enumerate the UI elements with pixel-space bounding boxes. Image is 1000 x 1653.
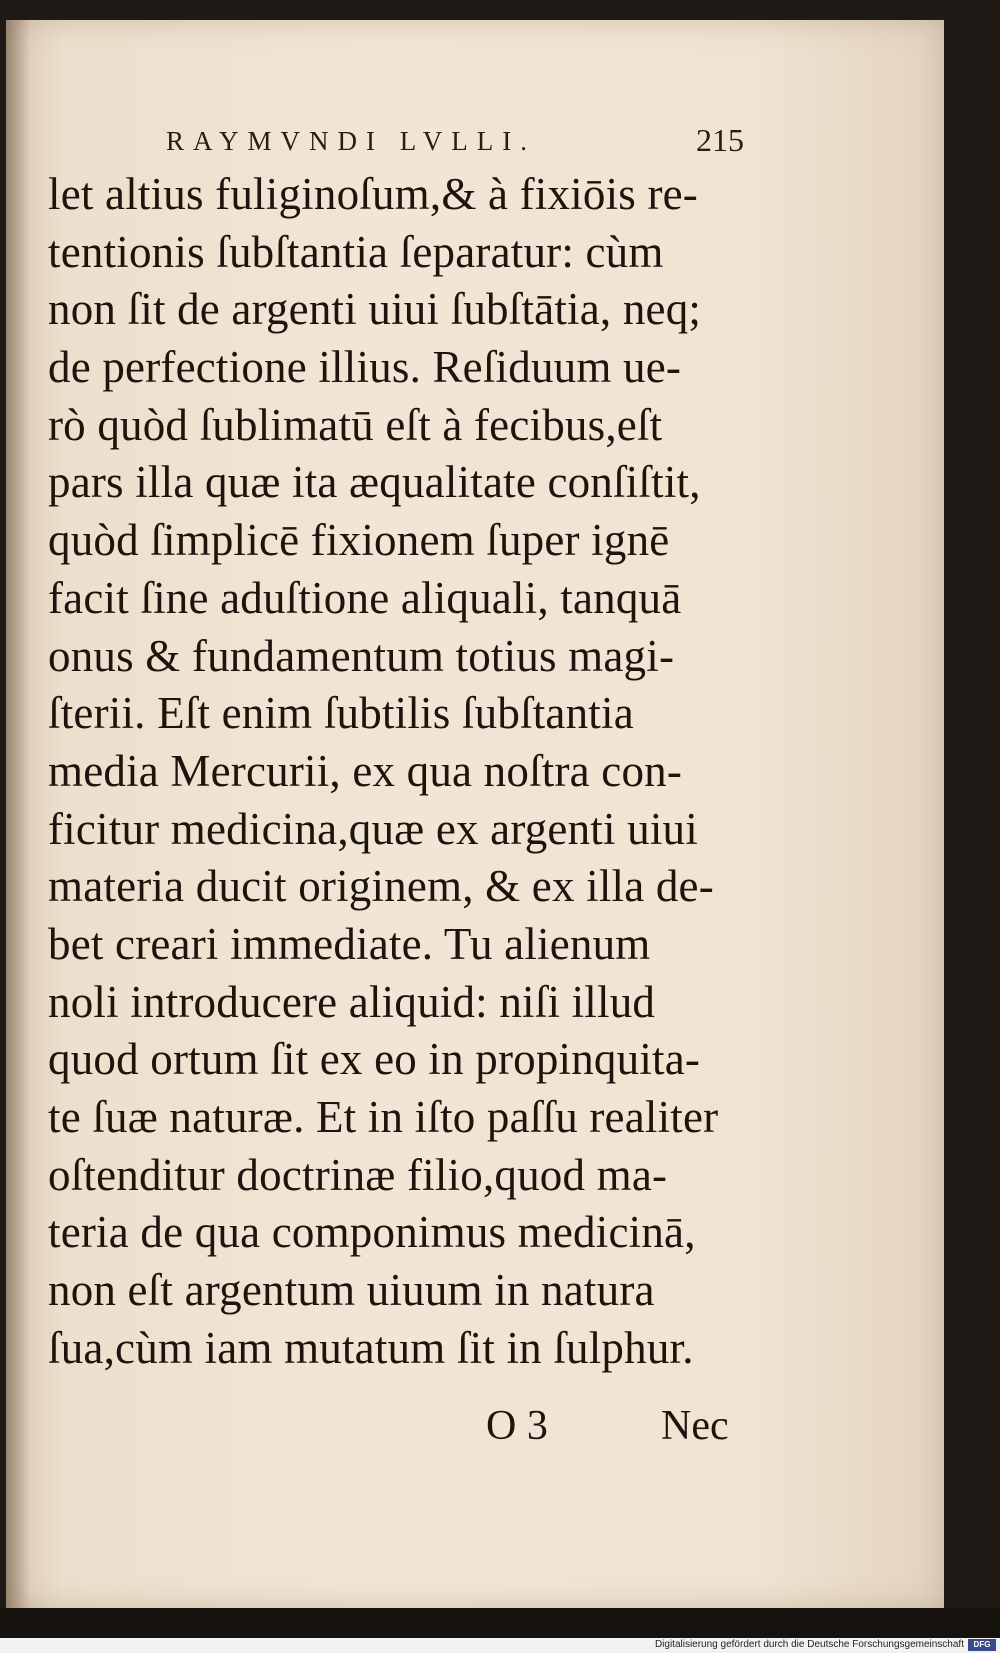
text-line: facit ſine aduſtione aliquali, tanquā bbox=[48, 572, 682, 623]
text-line: ſterii. Eſt enim ſubtilis ſubſtantia bbox=[48, 688, 634, 739]
text-line: onus & fundamentum totius magi- bbox=[48, 630, 675, 681]
text-line: ſua,cùm iam mutatum ſit in ſulphur. bbox=[48, 1322, 694, 1373]
text-line: quòd ſimplicē fixionem ſuper ignē bbox=[48, 515, 670, 566]
gutter-shadow bbox=[6, 20, 30, 1608]
running-title: RAYMVNDI LVLLI. bbox=[166, 126, 537, 156]
text-line: materia ducit originem, & ex illa de- bbox=[48, 861, 714, 912]
text-line: non eſt argentum uiuum in natura bbox=[48, 1265, 655, 1316]
scan-bottom-edge bbox=[0, 1608, 1000, 1638]
credit-bar bbox=[0, 1638, 1000, 1653]
text-line: non ſit de argenti uiui ſubſtātia, neq; bbox=[48, 284, 702, 335]
text-line: media Mercurii, ex qua noſtra con- bbox=[48, 745, 683, 796]
signature-mark: O 3 bbox=[486, 1403, 548, 1449]
text-line: teria de qua componimus medicinā, bbox=[48, 1207, 696, 1258]
dfg-logo: DFG bbox=[968, 1639, 996, 1651]
text-line: noli introducere aliquid: niſi illud bbox=[48, 976, 656, 1027]
book-page bbox=[6, 20, 944, 1608]
text-line: quod ortum ſit ex eo in propinquita- bbox=[48, 1034, 701, 1085]
text-line: tentionis ſubſtantia ſeparatur: cùm bbox=[48, 226, 664, 277]
page-number: 215 bbox=[696, 122, 744, 158]
text-line: bet creari immediate. Tu alienum bbox=[48, 918, 651, 969]
text-line: rò quòd ſublimatū eſt à fecibus,eſt bbox=[48, 399, 663, 450]
catchword: Nec bbox=[661, 1403, 729, 1449]
catchline bbox=[486, 1402, 766, 1462]
text-line: te ſuæ naturæ. Et in iſto paſſu realiter bbox=[48, 1092, 719, 1142]
text-line: pars illa quæ ita æqualitate conſiſtit, bbox=[48, 457, 701, 508]
text-line: ficitur medicina,quæ ex argenti uiui bbox=[48, 803, 698, 854]
credit-text: Digitalisierung gefördert durch die Deutsche Forschungsgemeinschaft bbox=[654, 1639, 964, 1650]
text-line: de perfectione illius. Reſiduum ue- bbox=[48, 342, 682, 393]
text-line: oſtenditur doctrinæ filio,quod ma- bbox=[48, 1149, 668, 1200]
text-block bbox=[48, 166, 748, 1377]
running-head bbox=[166, 120, 766, 160]
text-line: let altius fuliginoſum,& à fixiōis re- bbox=[48, 169, 698, 219]
